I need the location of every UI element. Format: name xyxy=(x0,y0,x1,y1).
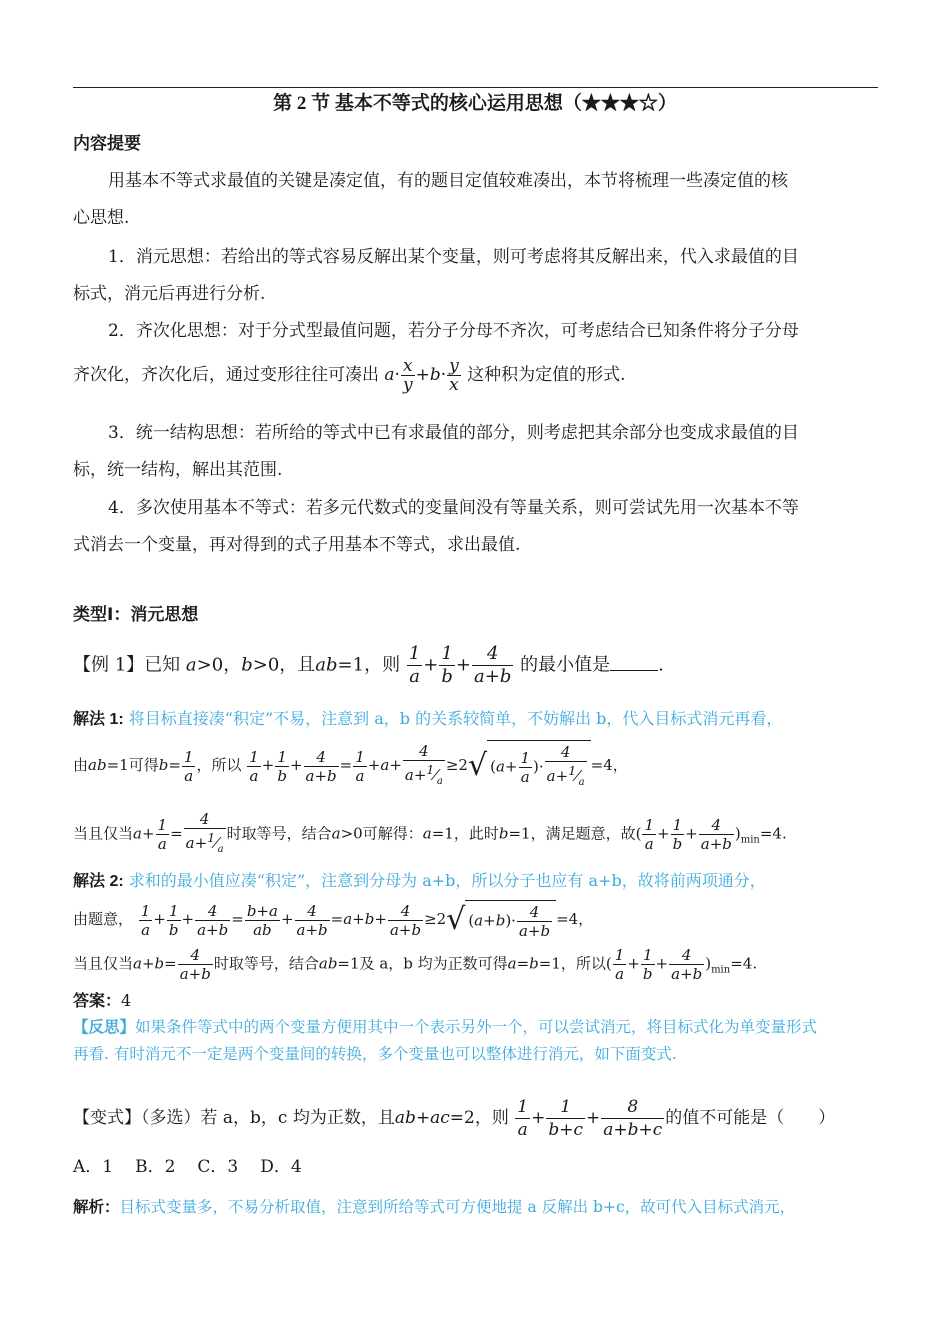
variant-text-a: （多选）若 a，b，c 均为正数，且 xyxy=(141,1108,395,1128)
m1-text-a: 由 xyxy=(73,756,89,774)
point2-line1: 2．齐次化思想：对于分式型最值问题，若分子分母不齐次，可考虑结合已知条件将分子分母 xyxy=(108,321,799,341)
example1-label: 【例 1】 xyxy=(73,654,145,676)
point2-line2 xyxy=(73,357,626,394)
method1-label: 解法 1: xyxy=(73,711,124,728)
answer-value: 4 xyxy=(121,991,132,1010)
options-container xyxy=(73,1157,324,1177)
point2-line2-text-a: 齐次化，齐次化后，通过变形往往可凑出 xyxy=(73,365,379,385)
analysis-text: 目标式变量多，不易分析取值，注意到所给等式可方便地提 a 反解出 b+c，故可代入目标式消元， xyxy=(119,1198,796,1216)
reflect-line2: 再看. 有时消元不一定是两个变量间的转换，多个变量也可以整体进行消元，如下面变式. xyxy=(73,1045,677,1063)
m2-text-b: 当且仅当 xyxy=(73,954,134,973)
reflect-line1 xyxy=(73,1015,817,1040)
m1-text-e: 时取等号，结合 xyxy=(226,824,332,843)
option-0[interactable]: A．1 xyxy=(73,1157,114,1177)
m1-text-h: ，满足题意，故 xyxy=(530,824,636,843)
m2-text-d: 及 a，b 均为正数可得 xyxy=(359,954,508,973)
analysis-line xyxy=(73,1195,795,1220)
m1-text-b: 可得 xyxy=(128,756,159,774)
m2-text-a: 由题意， xyxy=(73,910,134,928)
point1-line1: 1．消元思想：若给出的等式容易反解出某个变量，则可考虑将其反解出来，代入求最值的目 xyxy=(108,247,799,267)
point1-line2: 标式，消元后再进行分析. xyxy=(73,284,266,304)
point3-line1: 3．统一结构思想：若所给的等式中已有求最值的部分，则考虑把其余部分也变成求最值的目 xyxy=(108,423,799,443)
m1-text-g: ，此时 xyxy=(453,824,499,843)
m2-text-e: ，所以 xyxy=(560,954,606,973)
point2-line2-text-b: 这种积为定值的形式. xyxy=(467,365,626,385)
section-title: 第 2 节 基本不等式的核心运用思想（★★★☆） xyxy=(273,93,677,114)
variant-label: 【变式】 xyxy=(73,1108,141,1128)
option-1[interactable]: B．2 xyxy=(135,1157,176,1177)
example1-text-a: 已知 xyxy=(144,654,181,676)
variant-text-b: ，则 xyxy=(474,1108,509,1128)
variant-text-c: 的值不可能是（ ） xyxy=(665,1108,836,1128)
type1-heading: 类型Ⅰ：消元思想 xyxy=(73,605,199,624)
method1-line1: 由ab=1可得b= $\frac{1}{a}$ ，所以 $\frac{1}{a}$ + $\frac{1}{b}$ + $\frac{4}{a+b}$ = $\frac{1}{a}$ +a+ $\frac{4}{a+^1⁄_a}$ ≥2√ (a+ $\frac{1}{a}$ )· $\frac{4}{a+^1⁄_a}$ =4， xyxy=(73,740,628,792)
header-rule xyxy=(73,87,878,88)
answer-blank xyxy=(610,656,658,671)
analysis-label: 解析： xyxy=(73,1199,120,1216)
example1-text-b: ，则 xyxy=(364,654,401,676)
method2-label: 解法 2: xyxy=(73,873,124,890)
option-2[interactable]: C．3 xyxy=(197,1157,239,1177)
option-3[interactable]: D．4 xyxy=(260,1157,302,1177)
example1-text-c: 的最小值是 xyxy=(520,654,611,676)
method2-line1: 由题意， $\frac{1}{a}$ + $\frac{1}{b}$ + $\frac{4}{a+b}$ = $\frac{b+a}{ab}$ + $\frac{4}{a+b}$ =a+b+ $\frac{4}{a+b}$ ≥2√ (a+b)· $\frac{4}{a+b}$ =4， xyxy=(73,901,594,940)
method1-hint: 将目标直接凑“积定”不易，注意到 a，b 的关系较简单，不妨解出 b，代入目标式消元再看， xyxy=(128,709,783,728)
answer-line xyxy=(73,989,131,1014)
m1-text-d: 当且仅当 xyxy=(73,824,134,843)
method2-hint-line xyxy=(73,869,766,894)
m1-text-f: 可解得： xyxy=(362,824,423,843)
point4-line2: 式消去一个变量，再对得到的式子用基本不等式，求出最值. xyxy=(73,535,521,555)
summary-heading: 内容提要 xyxy=(73,134,141,153)
options-line xyxy=(73,1155,324,1179)
variant-line: 【变式】（多选）若 a，b，c 均为正数，且ab+ac=2，则 $\frac{1}{a}$ + $\frac{1}{b+c}$ + $\frac{8}{a+b+c}$ 的值不可能是（ ） xyxy=(73,1097,836,1140)
method2-hint: 求和的最小值应凑“积定”，注意到分母为 a+b，所以分子也应有 a+b，故将前两项通分， xyxy=(128,871,766,890)
reflect-text-1: 如果条件等式中的两个变量方便用其中一个表示另外一个，可以尝试消元，将目标式化为单变量形式 xyxy=(135,1018,818,1036)
method2-line2: 当且仅当a+b= $\frac{4}{a+b}$ 时取等号，结合ab=1及 a，b 均为正数可得a=b=1，所以( $\frac{1}{a}$ + $\frac{1}{b}$ + $\frac{4}{a+b}$ )$_{min}=4$. xyxy=(73,946,758,983)
formula-ax-y-by-x: a· $\frac{x}{y}$ +b· $\frac{y}{x}$ xyxy=(384,356,459,395)
method1-hint-line xyxy=(73,707,782,732)
m1-text-c: ，所以 xyxy=(196,756,242,774)
point3-line2: 标，统一结构，解出其范围. xyxy=(73,460,283,480)
point4-line1: 4．多次使用基本不等式：若多元代数式的变量间没有等量关系，则可尝试先用一次基本不等 xyxy=(108,498,799,518)
reflect-label: 【反思】 xyxy=(73,1019,136,1036)
answer-label: 答案： xyxy=(73,993,122,1010)
summary-intro-line1: 用基本不等式求最值的关键是凑定值，有的题目定值较难凑出，本节将梳理一些凑定值的核 xyxy=(108,171,788,191)
example1: 【例 1】已知 a>0，b>0，且ab=1，则 $\frac{1}{a}$ + $\frac{1}{b}$ + $\frac{4}{a+b}$ 的最小值是 . xyxy=(73,643,664,687)
summary-intro-line2: 心思想. xyxy=(73,208,130,228)
m2-text-c: 时取等号，结合 xyxy=(213,954,319,973)
method1-line2: 当且仅当a+ $\frac{1}{a}$ = $\frac{4}{a+^1⁄_a}$ 时取等号，结合a>0可解得：a=1，此时b=1，满足题意，故( $\frac{1}{a}$ + $\frac{1}{b}$ + $\frac{4}{a+b}$ )$_{min}=4$. xyxy=(73,810,787,859)
